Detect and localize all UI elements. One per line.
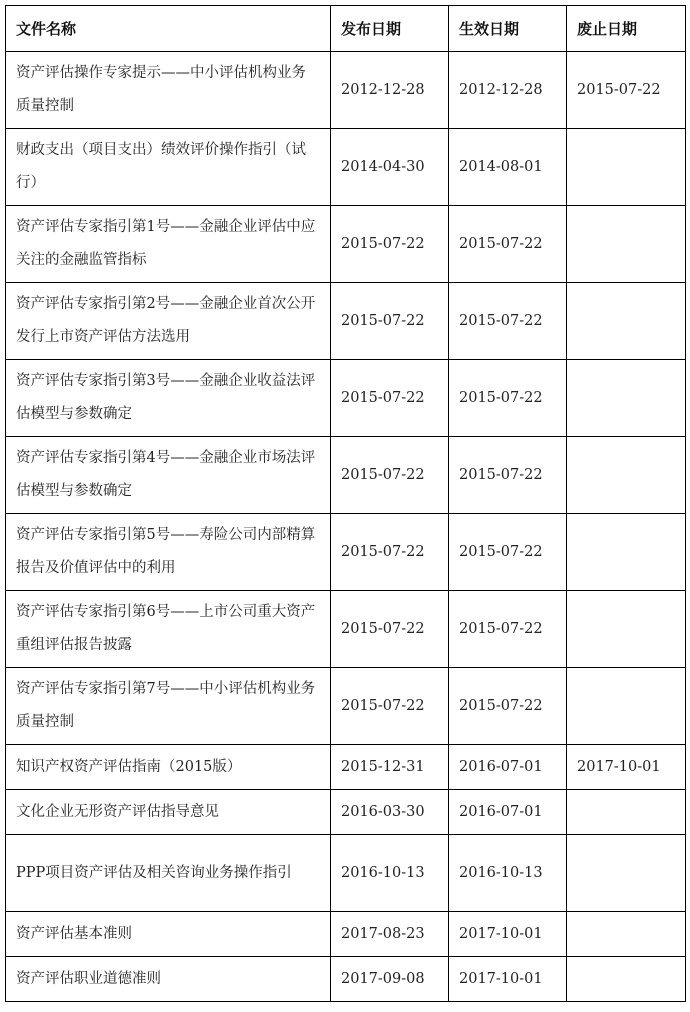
- repeal-date-cell: [567, 129, 686, 206]
- table-row: [6, 283, 686, 360]
- table-row: [6, 360, 686, 437]
- table-row: [6, 514, 686, 591]
- effective-date-cell: 2016-07-01: [449, 790, 567, 835]
- publish-date-cell: 2017-09-08: [331, 957, 449, 1002]
- repeal-date-cell: [567, 790, 686, 835]
- repeal-date-cell: [567, 668, 686, 745]
- table-header-row: [6, 6, 686, 52]
- publish-date-cell: 2012-12-28: [331, 52, 449, 129]
- publish-date-cell: 2015-07-22: [331, 668, 449, 745]
- table-row: [6, 835, 686, 912]
- effective-date-cell: 2014-08-01: [449, 129, 567, 206]
- repeal-date-cell: [567, 437, 686, 514]
- table-row: [6, 912, 686, 957]
- file-name-cell: 资产评估专家指引第1号——金融企业评估中应关注的金融监管指标: [6, 206, 331, 283]
- header-file-name: 文件名称: [6, 6, 331, 52]
- repeal-date-cell: [567, 283, 686, 360]
- effective-date-cell: 2012-12-28: [449, 52, 567, 129]
- effective-date-cell: 2015-07-22: [449, 206, 567, 283]
- publish-date-cell: 2015-07-22: [331, 591, 449, 668]
- repeal-date-cell: [567, 360, 686, 437]
- publish-date-cell: 2016-03-30: [331, 790, 449, 835]
- publish-date-cell: 2015-07-22: [331, 206, 449, 283]
- effective-date-cell: 2016-07-01: [449, 745, 567, 790]
- publish-date-cell: 2015-07-22: [331, 437, 449, 514]
- repeal-date-cell: [567, 912, 686, 957]
- repeal-date-cell: [567, 835, 686, 912]
- effective-date-cell: 2015-07-22: [449, 514, 567, 591]
- file-name-cell: 资产评估专家指引第6号——上市公司重大资产重组评估报告披露: [6, 591, 331, 668]
- file-name-cell: 资产评估操作专家提示——中小评估机构业务质量控制: [6, 52, 331, 129]
- publish-date-cell: 2017-08-23: [331, 912, 449, 957]
- file-name-cell: 资产评估专家指引第4号——金融企业市场法评估模型与参数确定: [6, 437, 331, 514]
- publish-date-cell: 2015-12-31: [331, 745, 449, 790]
- table-row: [6, 745, 686, 790]
- effective-date-cell: 2015-07-22: [449, 283, 567, 360]
- file-name-cell: 资产评估专家指引第3号——金融企业收益法评估模型与参数确定: [6, 360, 331, 437]
- table-row: [6, 591, 686, 668]
- effective-date-cell: 2016-10-13: [449, 835, 567, 912]
- file-name-cell: 资产评估专家指引第2号——金融企业首次公开发行上市资产评估方法选用: [6, 283, 331, 360]
- effective-date-cell: 2015-07-22: [449, 360, 567, 437]
- repeal-date-cell: [567, 206, 686, 283]
- repeal-date-cell: 2017-10-01: [567, 745, 686, 790]
- table-row: [6, 790, 686, 835]
- table-row: [6, 129, 686, 206]
- file-name-cell: 文化企业无形资产评估指导意见: [6, 790, 331, 835]
- file-name-cell: 财政支出（项目支出）绩效评价操作指引（试行）: [6, 129, 331, 206]
- publish-date-cell: 2014-04-30: [331, 129, 449, 206]
- publish-date-cell: 2015-07-22: [331, 283, 449, 360]
- table-row: [6, 957, 686, 1002]
- file-name-cell: 资产评估专家指引第7号——中小评估机构业务质量控制: [6, 668, 331, 745]
- repeal-date-cell: [567, 591, 686, 668]
- publish-date-cell: 2015-07-22: [331, 360, 449, 437]
- file-name-cell: 资产评估职业道德准则: [6, 957, 331, 1002]
- effective-date-cell: 2015-07-22: [449, 668, 567, 745]
- effective-date-cell: 2017-10-01: [449, 957, 567, 1002]
- table-body: [6, 52, 686, 1002]
- effective-date-cell: 2015-07-22: [449, 437, 567, 514]
- file-name-cell: 知识产权资产评估指南（2015版）: [6, 745, 331, 790]
- effective-date-cell: 2017-10-01: [449, 912, 567, 957]
- table-row: [6, 437, 686, 514]
- repeal-date-cell: 2015-07-22: [567, 52, 686, 129]
- publish-date-cell: 2015-07-22: [331, 514, 449, 591]
- header-publish-date: 发布日期: [331, 6, 449, 52]
- repeal-date-cell: [567, 957, 686, 1002]
- header-effective-date: 生效日期: [449, 6, 567, 52]
- file-name-cell: PPP项目资产评估及相关咨询业务操作指引: [6, 835, 331, 912]
- header-repeal-date: 废止日期: [567, 6, 686, 52]
- regulations-table: [5, 5, 686, 1002]
- effective-date-cell: 2015-07-22: [449, 591, 567, 668]
- table-row: [6, 52, 686, 129]
- table-row: [6, 206, 686, 283]
- file-name-cell: 资产评估专家指引第5号——寿险公司内部精算报告及价值评估中的利用: [6, 514, 331, 591]
- table-row: [6, 668, 686, 745]
- publish-date-cell: 2016-10-13: [331, 835, 449, 912]
- file-name-cell: 资产评估基本准则: [6, 912, 331, 957]
- repeal-date-cell: [567, 514, 686, 591]
